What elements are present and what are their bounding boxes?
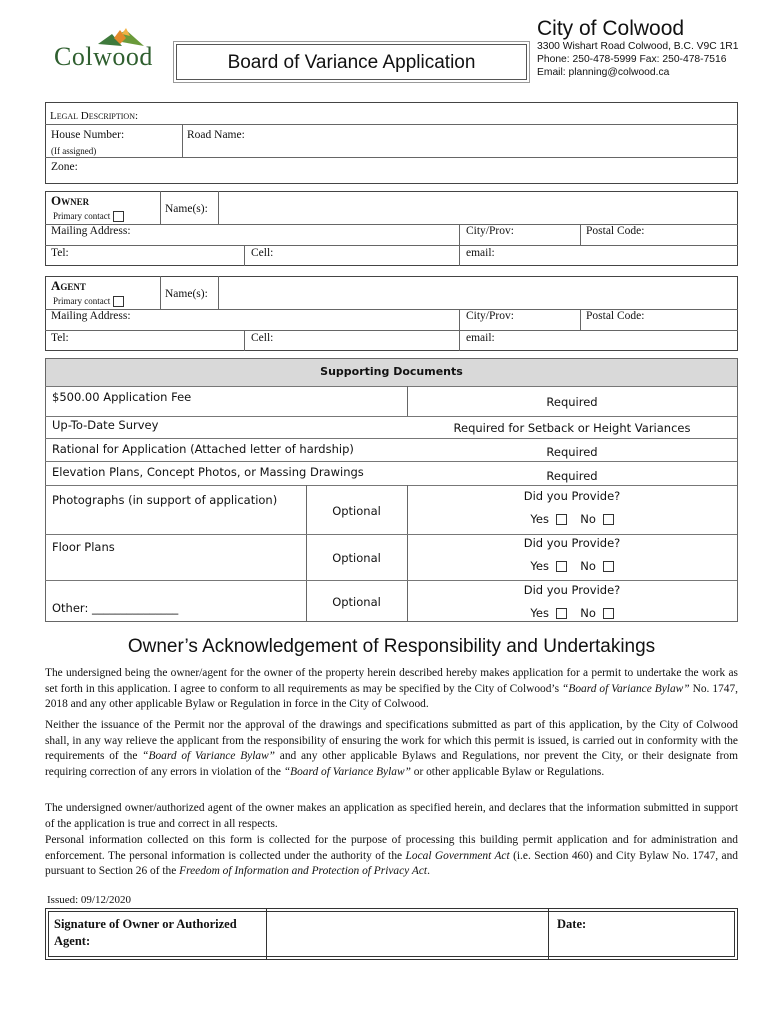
doc-row-photographs-no-checkbox[interactable]: [603, 514, 614, 525]
road-name-field[interactable]: Road Name:: [187, 129, 245, 141]
owner-mailing-field[interactable]: Mailing Address:: [51, 225, 131, 237]
zone-field[interactable]: Zone:: [51, 161, 78, 173]
ack-p1-bylaw: “Board of Variance Bylaw”: [562, 682, 690, 695]
agent-mailing-field[interactable]: Mailing Address:: [51, 310, 131, 322]
agent-primary-contact: [53, 296, 124, 307]
doc-row-rational: Rational for Application (Attached letter of hardship): [52, 442, 354, 456]
agent-postal-field[interactable]: Postal Code:: [586, 310, 645, 322]
ack-p4-act-2: Freedom of Information and Protection of Privacy Act: [179, 865, 428, 877]
doc-row-other-optional: Optional: [332, 595, 381, 609]
owner-email-field[interactable]: email:: [466, 247, 495, 259]
agent-cell-field[interactable]: Cell:: [251, 332, 274, 344]
owner-heading: Owner: [51, 193, 90, 208]
ack-paragraph-4: [45, 833, 738, 880]
doc-row-floor-plans-yesno: [407, 559, 737, 573]
date-label: Date:: [557, 917, 587, 931]
doc-row-fee: $500.00 Application Fee: [52, 390, 192, 404]
doc-row-photographs-no-label: No: [580, 512, 596, 526]
ack-paragraph-2: [45, 718, 738, 780]
doc-row-other-yesno: [407, 606, 737, 620]
doc-row-rational-status: Required: [546, 445, 598, 459]
ack-p1-text-b: No. 1747, 2018 and any other applicable Bylaw or Regulation in force in the City of Colwood.: [45, 682, 739, 710]
signature-label: Signature of Owner or Authorized Agent:: [54, 917, 237, 948]
ack-p4-act-1: Local Government Act: [405, 849, 510, 862]
if-assigned-note: (If assigned): [51, 146, 97, 156]
ack-p2-bylaw-1: “Board of Variance Bylaw”: [142, 750, 276, 762]
doc-row-photographs-optional: Optional: [332, 504, 381, 518]
owner-tel-field[interactable]: Tel:: [51, 247, 69, 259]
agent-tel-field[interactable]: Tel:: [51, 332, 69, 344]
owner-postal-field[interactable]: Postal Code:: [586, 225, 645, 237]
owner-names-field[interactable]: Name(s):: [165, 203, 208, 215]
ack-p4-text-a: Personal information collected on this form is collected for the purpose of processing this building permit application and for administration and enforcement. The personal information is collected under the authority of the: [45, 834, 738, 862]
doc-row-floor-plans-no-checkbox[interactable]: [603, 561, 614, 572]
date-input[interactable]: [600, 910, 734, 958]
doc-row-floor-plans-question: Did you Provide?: [523, 536, 621, 550]
form-title: Board of Variance Application: [227, 52, 476, 73]
doc-row-other-question: Did you Provide?: [523, 583, 621, 597]
doc-row-elevation: Elevation Plans, Concept Photos, or Massing Drawings: [52, 465, 364, 479]
owner-primary-contact-label: Primary contact: [53, 211, 111, 221]
ack-paragraph-3: The undersigned owner/authorized agent of the owner makes an application as specified herein, and declares that the information submitted in support of the application is true and correct in all respects.: [45, 802, 738, 830]
ack-p4-text-b: (i.e. Section 460) and City Bylaw No. 1747, and pursuant to Section 26 of the: [45, 849, 739, 877]
doc-row-other[interactable]: Other: _______________: [52, 601, 179, 615]
ack-p2-text-c: or other applicable Bylaw or Regulations.: [410, 765, 605, 778]
ack-p2-text-b: and any other applicable Bylaws and Regulations, nor prevent the City, or their designate from requiring correction of any errors in violation of the: [45, 750, 738, 778]
owner-cell-field[interactable]: Cell:: [251, 247, 274, 259]
agent-names-field[interactable]: Name(s):: [165, 288, 208, 300]
doc-row-photographs-yes-label: Yes: [530, 512, 549, 526]
doc-row-floor-plans-yes-label: Yes: [530, 559, 549, 573]
house-number-field[interactable]: House Number:: [51, 129, 125, 141]
issued-date: Issued: 09/12/2020: [47, 894, 132, 906]
acknowledgement-title: Owner’s Acknowledgement of Responsibility and Undertakings: [127, 636, 656, 657]
city-phone: Phone: 250-478-5999 Fax: 250-478-7516: [537, 54, 727, 65]
doc-row-photographs: Photographs (in support of application): [52, 493, 278, 507]
doc-row-floor-plans: Floor Plans: [52, 540, 115, 554]
city-address: 3300 Wishart Road Colwood, B.C. V9C 1R1: [537, 41, 739, 52]
doc-row-photographs-question: Did you Provide?: [523, 489, 621, 503]
ack-paragraph-1: [45, 666, 738, 713]
legal-description-section: [45, 102, 738, 184]
doc-row-other-yes-label: Yes: [530, 606, 549, 620]
city-name: City of Colwood: [537, 17, 685, 40]
doc-row-floor-plans-yes-checkbox[interactable]: [556, 561, 567, 572]
ack-p2-bylaw-2: “Board of Variance Bylaw”: [283, 765, 411, 778]
agent-email-field[interactable]: email:: [466, 332, 495, 344]
doc-row-other-yes-checkbox[interactable]: [556, 608, 567, 619]
doc-row-other-no-label: No: [580, 606, 596, 620]
doc-row-fee-status: Required: [546, 395, 598, 409]
ack-p4-text-c: .: [427, 865, 430, 877]
signature-input[interactable]: [268, 910, 546, 958]
agent-primary-contact-label: Primary contact: [53, 296, 111, 306]
doc-row-other-no-checkbox[interactable]: [603, 608, 614, 619]
owner-city-field[interactable]: City/Prov:: [466, 225, 514, 237]
owner-primary-contact-checkbox[interactable]: [113, 211, 124, 222]
doc-row-survey-status: Required for Setback or Height Variances: [453, 421, 691, 435]
doc-row-photographs-yes-checkbox[interactable]: [556, 514, 567, 525]
agent-primary-contact-checkbox[interactable]: [113, 296, 124, 307]
doc-row-photographs-yesno: [407, 512, 737, 526]
ack-p2-text-a: Neither the issuance of the Permit nor the approval of the drawings and specifications submitted as part of this application, by the City of Colwood shall, in any way relieve the applicant from the responsibility of ensuring the work for which this permit is issued, is carried out in conformity with the requirements of the: [45, 719, 738, 762]
city-email: Email: planning@colwood.ca: [537, 67, 670, 78]
agent-city-field[interactable]: City/Prov:: [466, 310, 514, 322]
logo-text: Colwood: [54, 42, 153, 71]
doc-row-floor-plans-no-label: No: [580, 559, 596, 573]
supporting-docs-heading: Supporting Documents: [320, 365, 463, 378]
ack-p1-text-a: The undersigned being the owner/agent for the owner of the property herein described hereby makes application for a permit to undertake the work as set forth in this application. I agree to conform to all requirements as may be specified by the City of Colwood’s: [45, 667, 738, 695]
owner-primary-contact: [53, 211, 124, 222]
doc-row-elevation-status: Required: [546, 469, 598, 483]
doc-row-floor-plans-optional: Optional: [332, 551, 381, 565]
agent-heading: Agent: [51, 278, 86, 293]
doc-row-survey: Up-To-Date Survey: [52, 418, 159, 432]
form-title-box: [176, 44, 527, 80]
legal-heading: Legal Description:: [50, 110, 139, 122]
city-logo: [48, 28, 166, 82]
